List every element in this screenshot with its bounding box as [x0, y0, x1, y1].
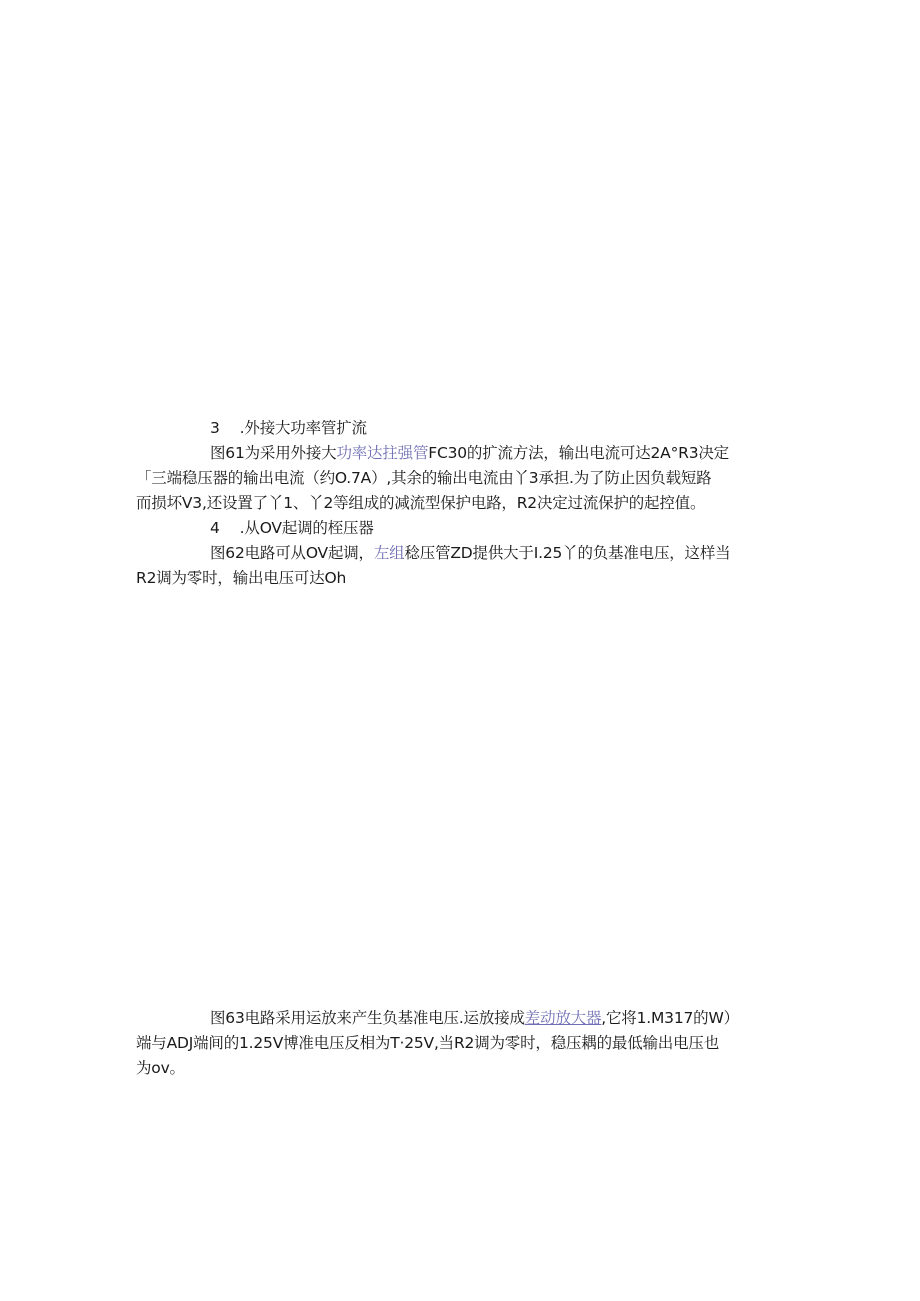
section-3-para-line-1 — [136, 441, 776, 466]
section-4-para-line-2: R2调为零时，输出电压可达Oh — [136, 569, 347, 587]
section-fig63 — [136, 1006, 776, 1081]
fig63-para-line-1 — [136, 1006, 776, 1031]
section-3-heading — [136, 416, 776, 441]
text-run: FC30的扩流方法，输出电流可达2A°R3决定 — [428, 444, 729, 462]
term-link-diff-amplifier[interactable]: 差动放大器 — [524, 1009, 602, 1027]
term-link-zener[interactable]: 左组 — [373, 544, 405, 562]
section-3-number: 3 — [210, 419, 220, 437]
text-run: 图62电路可从OV起调， — [210, 544, 374, 562]
fig63-para-line-3: 为ov。 — [136, 1059, 185, 1077]
section-4-heading — [136, 516, 776, 541]
section-3-title: .外接大功率管扩流 — [239, 419, 367, 437]
section-4-title: .从OV起调的桎压器 — [239, 519, 374, 537]
fig63-para-line-2: 端与ADJ端间的1.25V博准电压反相为T·25V,当R2调为零时，稳压耦的最低输出电压也 — [136, 1034, 720, 1052]
text-run: 图61为采用外接大 — [210, 444, 337, 462]
text-run: 图63电路采用运放来产生负基准电压.运放接成 — [210, 1009, 525, 1027]
section-4 — [136, 516, 776, 591]
text-run: ,它将1.M317的W） — [601, 1009, 739, 1027]
section-4-para-line-1 — [136, 541, 776, 566]
section-3-para-line-3: 而损坏V3,还设置了丫1、丫2等组成的减流型保护电路，R2决定过流保护的起控值。 — [136, 494, 706, 512]
section-3-para-line-2: 「三端稳压器的输出电流（约O.7A）,其余的输出电流由丫3承担.为了防止因负载短路 — [136, 469, 712, 487]
section-3 — [136, 416, 776, 516]
text-run: 稔压管ZD提供大于I.25丫的负基准电压，这样当 — [404, 544, 731, 562]
term-link-power-transistor[interactable]: 功率达拄强管 — [336, 444, 429, 462]
section-4-number: 4 — [210, 519, 220, 537]
